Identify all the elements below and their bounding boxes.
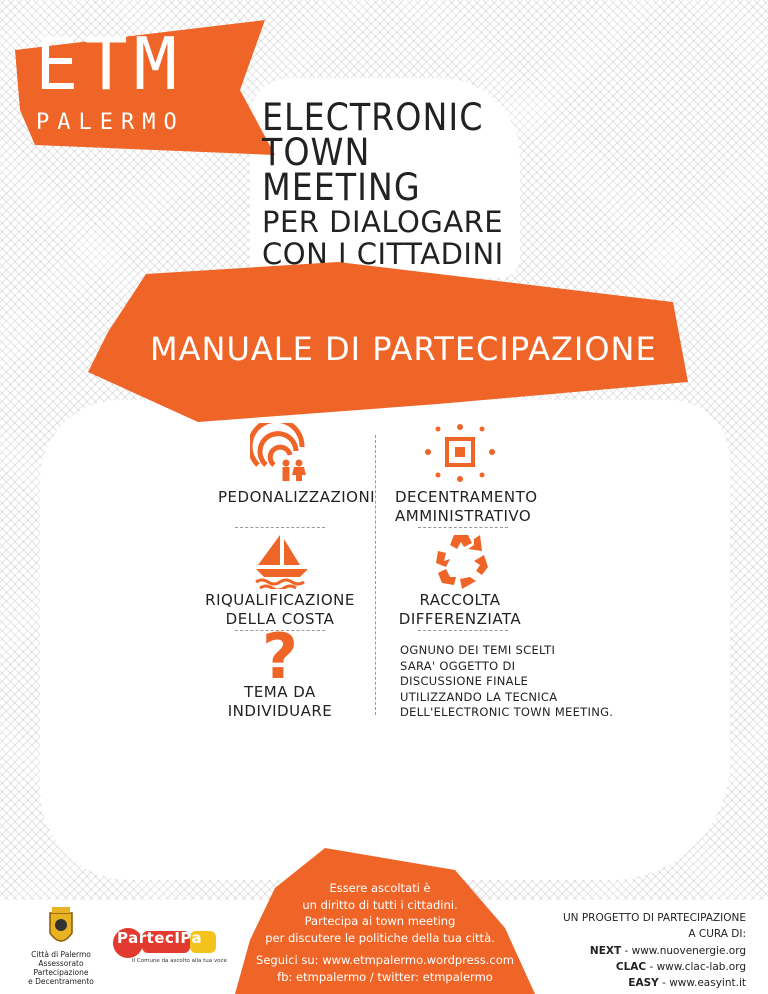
title-line-2: TOWN [262, 131, 371, 175]
partecipa-logo-text: PartecIPa [117, 929, 203, 947]
question-mark-icon: ? [262, 620, 298, 693]
topic-5-label-line-2: INDIVIDUARE [227, 701, 333, 720]
divider-right-1 [418, 527, 508, 528]
etm-logo-text: ETM [35, 22, 184, 106]
topic-4-label-line-1: RACCOLTA [419, 591, 501, 609]
topic-4-label-line-2: DIFFERENZIATA [398, 609, 522, 628]
bottom-message [250, 880, 510, 947]
social-links [235, 952, 535, 985]
topic-3-label-line-1: RIQUALIFICAZIONE [205, 591, 355, 609]
partecipa-tagline: Il Comune da ascolto alla tua voce [132, 958, 227, 964]
city-logo-line-3: e Decentramento [28, 977, 94, 986]
title-line-3: MEETING [262, 166, 421, 210]
palermo-logo-text: PALERMO [36, 110, 185, 135]
title-block [262, 96, 504, 271]
vertical-divider [375, 435, 376, 715]
city-logo-line-1: Città di Palermo [31, 950, 91, 959]
bottom-line-2: un diritto di tutti i cittadini. [302, 897, 458, 912]
bottom-line-1: Essere ascoltati è [329, 881, 431, 895]
recycle-icon [432, 533, 490, 591]
divider-left-1 [235, 527, 325, 528]
subtitle-line-2: CON I CITTADINI [262, 236, 504, 271]
topic-4-label [395, 591, 525, 629]
social-handles[interactable]: fb: etmpalermo / twitter: etmpalermo [277, 969, 493, 984]
bottom-line-3: Partecipa ai town meeting [304, 914, 456, 929]
topic-3-label-line-2: DELLA COSTA [225, 609, 335, 628]
manual-title: MANUALE DI PARTECIPAZIONE [150, 330, 657, 368]
city-logo-line-2: Assessorato Partecipazione [33, 959, 89, 977]
note-line-3: DISCUSSIONE FINALE [400, 674, 529, 689]
next-url[interactable]: - www.nuovenergie.org [621, 944, 746, 957]
project-credits [563, 910, 746, 991]
topic-1-label [218, 488, 376, 507]
topic-5-label-line-1: TEMA DA [244, 683, 316, 701]
topics-note [400, 643, 613, 721]
topic-2-label [395, 488, 538, 526]
note-line-5: DELL'ELECTRONIC TOWN MEETING. [400, 705, 614, 720]
easy-name: EASY [628, 977, 659, 990]
bottom-line-4: per discutere le politiche della tua città. [265, 931, 495, 946]
palermo-crest-icon [44, 905, 78, 949]
note-line-1: OGNUNO DEI TEMI SCELTI [400, 643, 556, 657]
note-line-2: SARA' OGGETTO DI [400, 658, 516, 673]
main-white-area [40, 400, 730, 880]
title-line-1: ELECTRONIC [262, 96, 484, 139]
city-logo-caption [18, 950, 104, 986]
credits-line-2: A CURA DI: [688, 928, 746, 941]
easy-url[interactable]: - www.easyint.it [658, 977, 746, 990]
subtitle-line-1: PER DIALOGARE [262, 205, 504, 240]
divider-right-2 [418, 630, 508, 631]
sailboat-icon [252, 533, 312, 589]
website-link[interactable]: Seguici su: www.etmpalermo.wordpress.com [256, 953, 514, 967]
clac-url[interactable]: - www.clac-lab.org [646, 960, 746, 973]
topic-1-label-line-1: PEDONALIZZAZIONI [218, 488, 376, 506]
topic-5-label [205, 683, 355, 721]
topic-2-label-line-1: DECENTRAMENTO [395, 488, 538, 506]
wifi-people-icon [250, 423, 310, 483]
next-name: NEXT [589, 944, 622, 957]
topic-2-label-line-2: AMMINISTRATIVO [395, 506, 532, 525]
credits-line-1: UN PROGETTO DI PARTECIPAZIONE [562, 912, 746, 924]
note-line-4: UTILIZZANDO LA TECNICA [400, 689, 558, 704]
clac-name: CLAC [615, 960, 647, 973]
decentralization-icon [422, 423, 498, 483]
